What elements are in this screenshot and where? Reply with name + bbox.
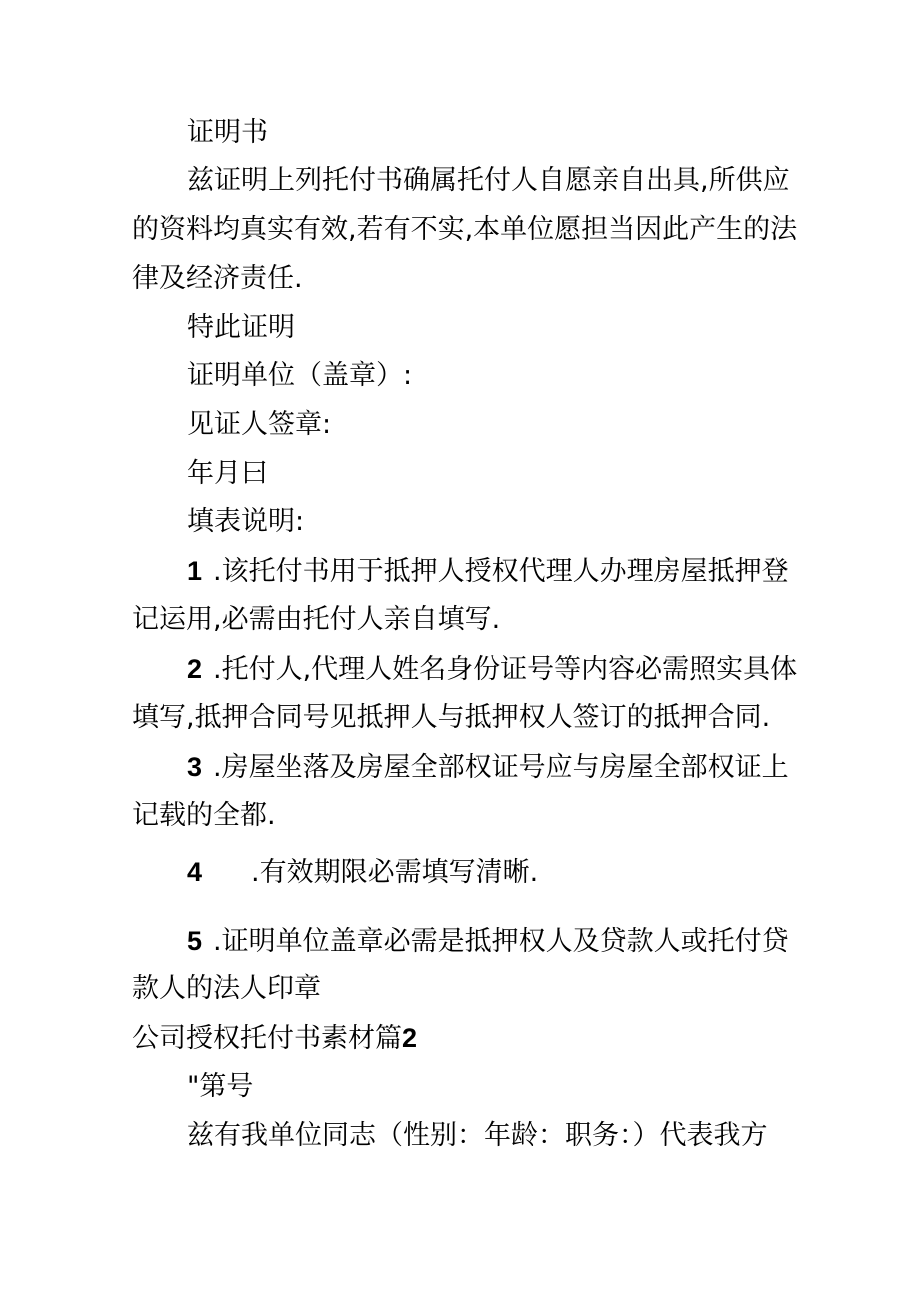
certificate-date: 年月曰: [187, 458, 268, 489]
instruction-number: 3: [187, 752, 203, 782]
certificate-unit-seal: 证明单位（盖章）:: [187, 360, 413, 391]
section-body-line: 兹有我单位同志（性别：年龄：职务：）代表我方: [187, 1120, 768, 1151]
instruction-item: [187, 750, 789, 785]
section-heading: [132, 1021, 417, 1056]
instruction-continuation: 填写,抵押合同号见抵押人与抵押权人签订的抵押合同.: [132, 702, 771, 733]
instruction-continuation: 款人的法人印章: [132, 973, 321, 1004]
certificate-body-line: 律及经济责任.: [132, 263, 303, 294]
section-heading-number: 2: [402, 1023, 418, 1053]
instructions-title: 填表说明:: [187, 506, 305, 537]
instruction-text: .房屋坐落及房屋全部权证号应与房屋全部权证上: [213, 752, 789, 783]
instruction-item: [187, 652, 797, 687]
instruction-continuation: 记载的全都.: [132, 800, 276, 831]
instruction-item: [187, 554, 789, 589]
instruction-text: .有效期限必需填写清晰.: [251, 857, 539, 888]
instruction-text: .托付人,代理人姓名身份证号等内容必需照实具体: [213, 654, 798, 685]
certificate-body-line: 的资料均真实有效,若有不实,本单位愿担当因此产生的法: [132, 214, 798, 245]
instruction-item: [187, 924, 789, 959]
instruction-item: [187, 855, 538, 890]
reference-number-line: "第号: [187, 1071, 254, 1102]
certificate-witness: 见证人签章:: [187, 409, 332, 440]
instruction-number: 1: [187, 556, 203, 586]
certificate-title: 证明书: [187, 117, 268, 148]
certificate-closing: 特此证明: [187, 312, 295, 343]
instruction-number: 2: [187, 654, 203, 684]
instruction-text: .该托付书用于抵押人授权代理人办理房屋抵押登: [213, 556, 789, 587]
instruction-number: 5: [187, 926, 203, 956]
instruction-text: .证明单位盖章必需是抵押权人及贷款人或托付贷: [213, 926, 789, 957]
instruction-number: 4: [187, 857, 203, 887]
certificate-body-line: 兹证明上列托付书确属托付人自愿亲自出具,所供应: [187, 165, 790, 196]
section-heading-text: 公司授权托付书素材篇: [132, 1023, 402, 1054]
instruction-continuation: 记运用,必需由托付人亲自填写.: [132, 604, 501, 635]
